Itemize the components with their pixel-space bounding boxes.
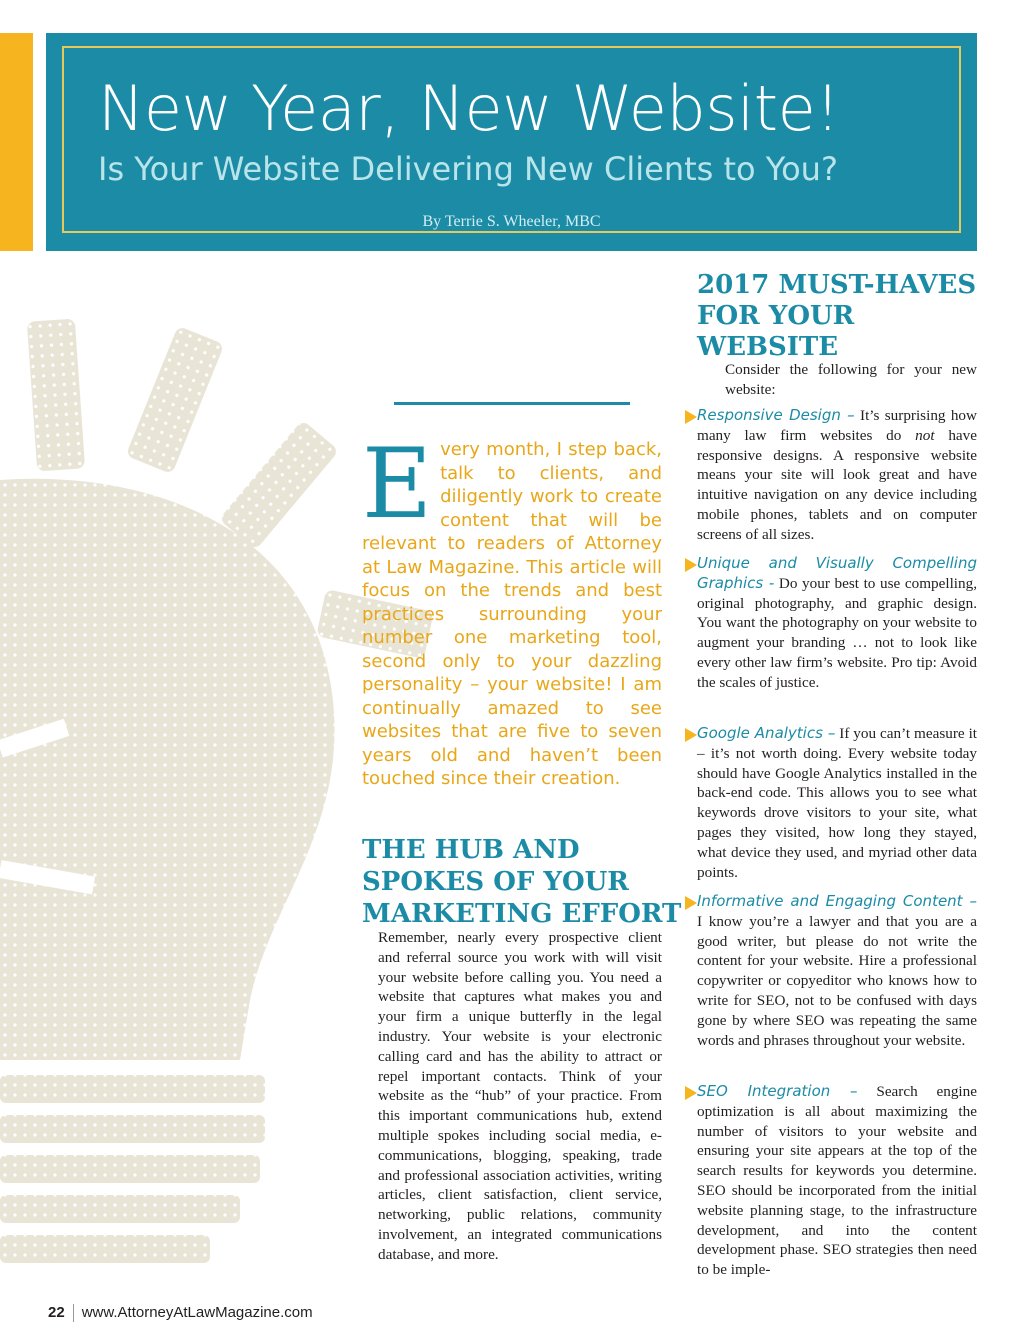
item-text: It’s surprising how many law firm websites do: [697, 407, 977, 444]
arrow-bullet-icon: [685, 1086, 697, 1100]
page-subtitle: Is Your Website Delivering New Clients to You?: [98, 150, 838, 188]
title-banner: [46, 33, 977, 251]
item-text: Do your best to use compelling, original photography, and graphic design. You want the photography on your website to augment your branding … not to look like every other law firm’s website. Pro tip: Avoid the scales of justice.: [697, 574, 977, 691]
arrow-bullet-icon: [685, 558, 697, 572]
item-emphasis: not: [915, 426, 935, 444]
hub-paragraph: Remember, nearly every prospective client and referral source you work with will visit your website before calling you. You need a website that captures what makes you and your firm a unique butterfly in the legal industry. Your website is your electronic calling card and has the ability to attract or repel important contacts. Think of your website as the “hub” of your practice. From this important communications hub, extend multiple spokes including social media, e-communications, blogging, speaking, trade and professional association activities, writing articles, client satisfaction, client service, networking, public relations, community involvement, an integrated communications database, and more.: [378, 929, 662, 1263]
item-lead: Google Analytics –: [697, 724, 836, 742]
must-haves-intro-text: Consider the following for your new website:: [725, 361, 977, 398]
item-text: I know you’re a lawyer and that you are a good writer, but please do not write the content for your website. Hire a professional copywriter or copyeditor who knows how to write for SEO, not to be confused with days gone by where SEO was repeating the same words and phrases throughout your website.: [697, 912, 977, 1049]
list-item-responsive-design: [697, 406, 977, 545]
section-heading-hub: THE HUB AND SPOKES OF YOUR MARKETING EFFORT: [362, 835, 682, 929]
must-haves-intro: [697, 360, 977, 400]
footer-divider: [73, 1304, 74, 1322]
list-item-seo: [697, 1082, 977, 1280]
arrow-bullet-icon: [685, 728, 697, 742]
item-text: If you can’t measure it – it’s not worth doing. Every website today should have Google Analytics installed in the back-end code. This allows you to see what keywords drove visitors to your site, what pages they visited, how long they stayed, what device they used, and myriad other data points.: [697, 725, 978, 881]
arrow-bullet-icon: [685, 410, 697, 424]
banner-frame: [62, 46, 961, 233]
list-item-graphics: [697, 554, 977, 693]
section-rule: [394, 402, 630, 405]
byline: By Terrie S. Wheeler, MBC: [422, 213, 601, 230]
intro-text: very month, I step back, talk to clients, and diligently work to create content that will be relevant to readers of Attorney at Law Magazine. This article will focus on the trends and best practices surrounding your number one marketing tool, second only to your dazzling personality – your website! I am continually amazed to see websites that are five to seven years old and haven’t been touched since their creation.: [362, 439, 662, 789]
arrow-bullet-icon: [685, 896, 697, 910]
page-number: 22: [48, 1304, 65, 1321]
list-item-content: [697, 892, 977, 1050]
item-text-after: have responsive designs. A responsive website means your site will look great and have intuitive navigation on any device including mobile phones, tablets and on computer screens of all sizes.: [697, 426, 977, 543]
page-title: New Year, New Website!: [98, 72, 840, 145]
section-heading-must-haves: 2017 MUST-HAVES FOR YOUR WEBSITE: [697, 270, 977, 362]
footer-url: www.AttorneyAtLawMagazine.com: [81, 1304, 313, 1321]
page-footer: [48, 1304, 313, 1322]
section-body-hub: [362, 928, 662, 1265]
intro-paragraph: [362, 428, 662, 791]
item-lead: SEO Integration –: [697, 1082, 858, 1100]
drop-cap: E: [362, 428, 433, 540]
list-item-google-analytics: [697, 724, 977, 882]
accent-bar: [0, 33, 33, 251]
item-lead: Responsive Design –: [697, 406, 855, 424]
item-lead: Unique and Visually Compelling Graphics -: [697, 554, 977, 592]
item-text: Search engine optimization is all about maximizing the number of visitors to your website and ensuring your site appears at the top of the search results for keywords you determine. SEO should be incorporated from the initial website planning stage, to the infrastructure development, and into the content development phase. SEO strategies then need to be imple-: [697, 1083, 977, 1279]
item-lead: Informative and Engaging Content –: [697, 892, 977, 910]
